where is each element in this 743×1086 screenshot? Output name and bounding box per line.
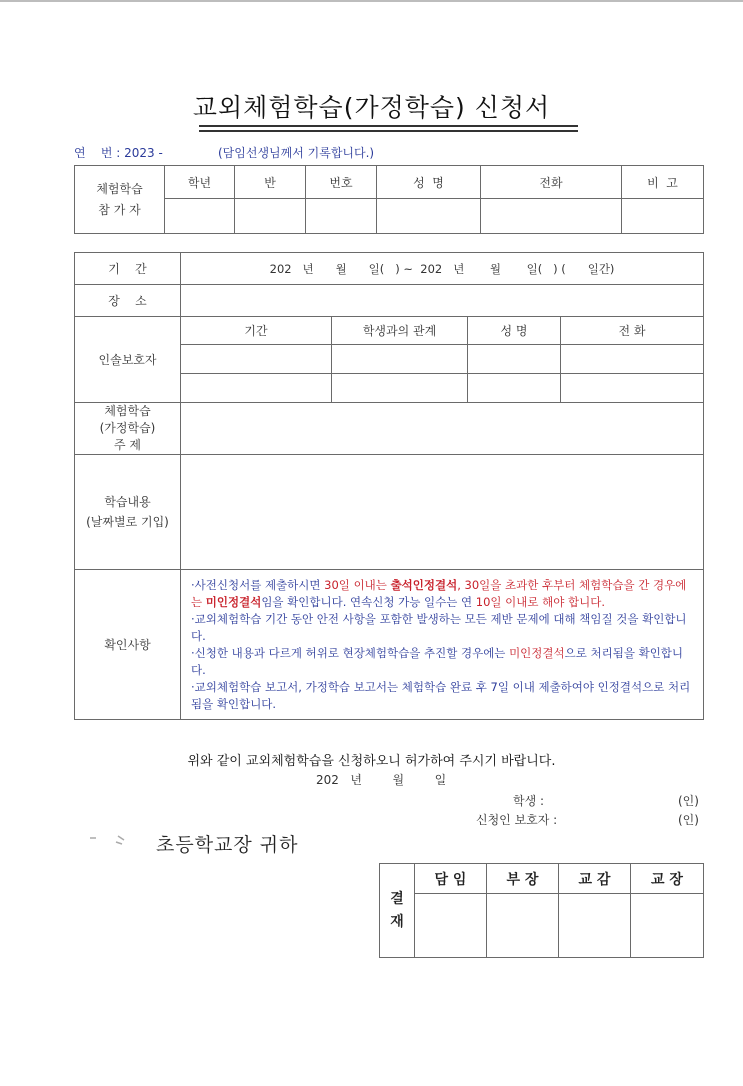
guardian-header-phone: 전 화	[561, 317, 704, 345]
class-input[interactable]	[235, 199, 306, 234]
approval-head: 부 장	[487, 864, 559, 894]
guardian-phone-input[interactable]	[561, 345, 704, 374]
guardian-seal[interactable]: (인)	[678, 813, 699, 827]
guardian-name-input[interactable]	[468, 374, 561, 403]
number-input[interactable]	[306, 199, 377, 234]
header-class: 반	[235, 166, 306, 199]
guardian-signature-label: 신청인 보호자 :	[476, 813, 558, 827]
guardian-period-input[interactable]	[181, 345, 332, 374]
confirm-item-4: ·교외체험학습 보고서, 가정학습 보고서는 체험학습 완료 후 7일 이내 제출하여야 인정결석으로 처리됨을 확인합니다.	[191, 679, 691, 711]
period-label: 기 간	[75, 253, 181, 285]
approval-label: 결 재	[380, 864, 415, 958]
title-underline	[199, 125, 578, 127]
phone-input[interactable]	[481, 199, 622, 234]
guardian-header-name: 성 명	[468, 317, 561, 345]
participants-table	[74, 165, 704, 234]
approval-vice-principal: 교 감	[559, 864, 631, 894]
name-input[interactable]	[377, 199, 481, 234]
guardian-relation-input[interactable]	[332, 374, 468, 403]
participants-label: 체험학습 참 가 자	[75, 166, 165, 234]
confirm-label: 확인사항	[75, 570, 181, 720]
vice-principal-stamp-box[interactable]	[559, 894, 631, 958]
serial-note: (담임선생님께서 기록합니다.)	[218, 146, 375, 160]
guardian-header-relation: 학생과의 관계	[332, 317, 468, 345]
header-remarks: 비 고	[622, 166, 704, 199]
place-field[interactable]	[181, 285, 704, 317]
declaration: 위와 같이 교외체험학습을 신청하오니 허가하여 주시기 바랍니다.	[187, 754, 556, 769]
student-seal[interactable]: (인)	[678, 794, 699, 808]
header-phone: 전화	[481, 166, 622, 199]
header-grade: 학년	[165, 166, 235, 199]
guardian-relation-input[interactable]	[332, 345, 468, 374]
confirm-items	[181, 570, 704, 720]
header-number: 번호	[306, 166, 377, 199]
confirm-item-2: ·교외체험학습 기간 동안 안전 사항을 포함한 발생하는 모든 제반 문제에 대해 책임질 것을 확인합니다.	[191, 611, 687, 643]
grade-input[interactable]	[165, 199, 235, 234]
approval-table	[379, 863, 704, 958]
page-title: 교외체험학습(가정학습) 신청서	[192, 93, 551, 122]
homeroom-stamp-box[interactable]	[415, 894, 487, 958]
header-name: 성 명	[377, 166, 481, 199]
guardian-header-period: 기간	[181, 317, 332, 345]
topic-field[interactable]	[181, 403, 704, 455]
head-stamp-box[interactable]	[487, 894, 559, 958]
guardian-phone-input[interactable]	[561, 374, 704, 403]
serial-number-field[interactable]: 연 번 : 2023 -	[74, 146, 163, 160]
top-border	[0, 0, 743, 2]
redacted-mark	[88, 832, 128, 851]
content-label: 학습내용 (날짜별로 기입)	[75, 455, 181, 570]
remarks-input[interactable]	[622, 199, 704, 234]
addressee: 초등학교장 귀하	[156, 834, 299, 856]
confirm-item-3: ·신청한 내용과 다르게 허위로 현장체험학습을 추진할 경우에는 미인정결석으로 처리됨을 확인합니다.	[191, 645, 684, 677]
guardian-label: 인솔보호자	[75, 317, 181, 403]
principal-stamp-box[interactable]	[631, 894, 704, 958]
smudge-icon	[88, 832, 128, 848]
confirm-item-1: ·사전신청서를 제출하시면 30일 이내는 출석인정결석, 30일을 초과한 후부터 체험학습을 간 경우에는 미인정결석임을 확인합니다. 연속신청 가능 일수는 연 10일 이내로 해야 합니다.	[191, 577, 687, 609]
student-signature-label: 학생 :	[513, 794, 545, 808]
details-table	[74, 252, 704, 720]
guardian-name-input[interactable]	[468, 345, 561, 374]
content-field[interactable]	[181, 455, 704, 570]
application-date-field[interactable]: 202 년 월 일	[316, 773, 447, 787]
period-field[interactable]: 202 년 월 일( ) ~ 202 년 월 일( ) ( 일간)	[181, 253, 704, 285]
guardian-period-input[interactable]	[181, 374, 332, 403]
approval-homeroom: 담 임	[415, 864, 487, 894]
title-underline	[199, 130, 578, 132]
topic-label: 체험학습 (가정학습) 주 제	[75, 403, 181, 455]
approval-principal: 교 장	[631, 864, 704, 894]
place-label: 장 소	[75, 285, 181, 317]
